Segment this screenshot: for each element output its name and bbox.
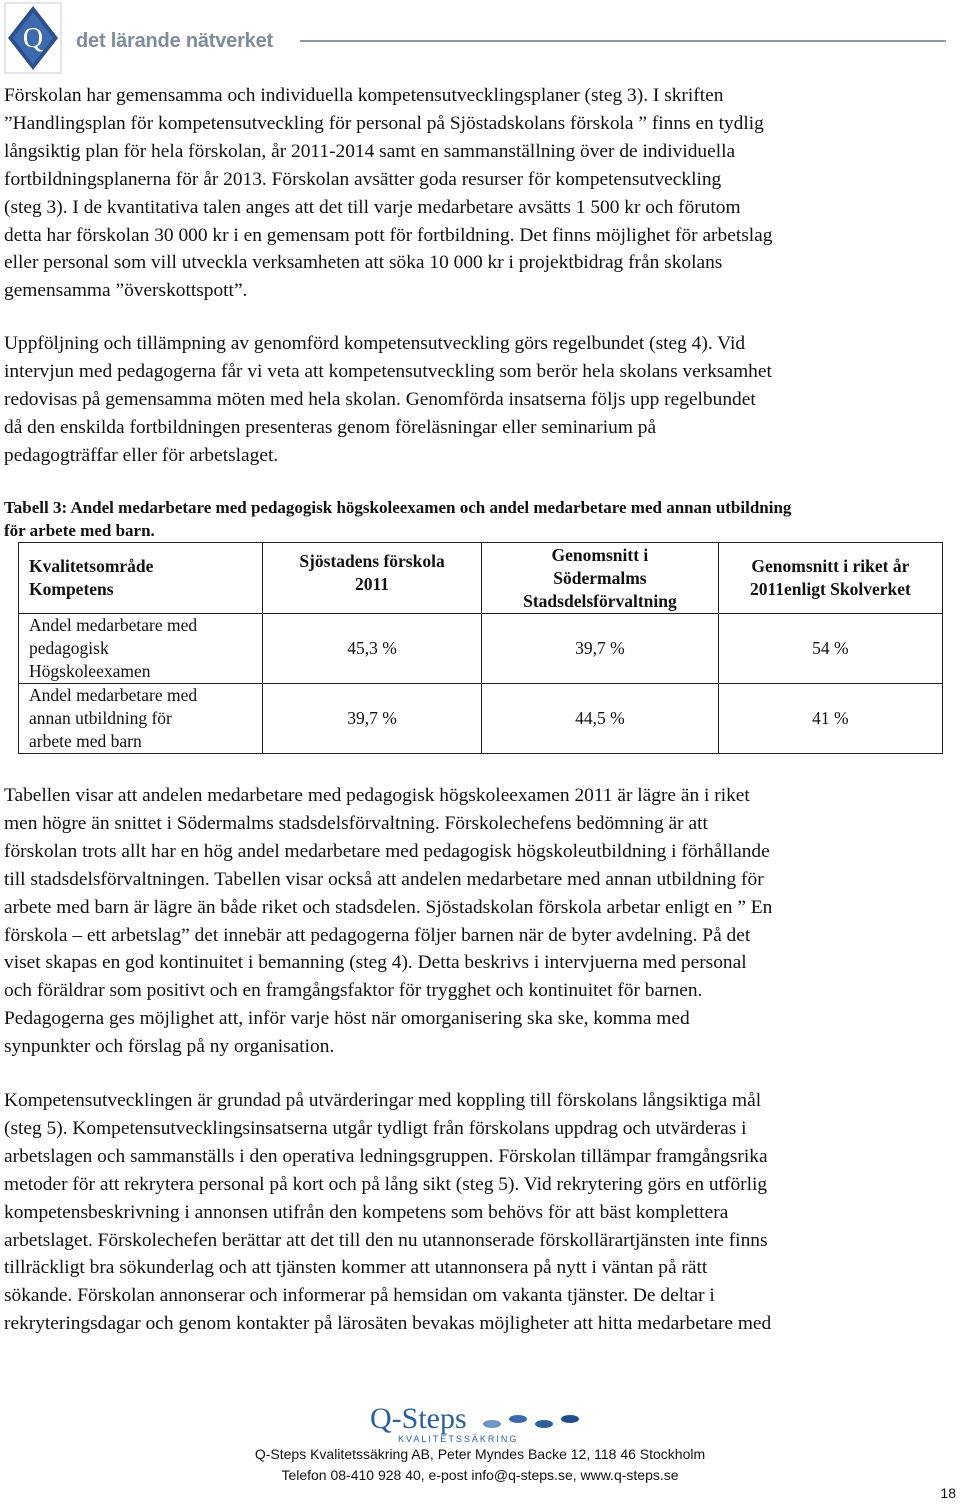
competence-table [18,542,943,754]
paragraph-4 [4,1087,956,1338]
table-caption [4,496,954,542]
text-line: och föräldrar som positivt och en framgångsfaktor för trygghet och kontinuitet för barnen. [4,980,703,1002]
text-line: detta har förskolan 30 000 kr i en gemensam pott för fortbildning. Det finns möjlighet för arbetslag [4,224,773,246]
text-line: fortbildningsplanerna för år 2013. Förskolan avsätter goda resurser för kompetensutveckling [4,168,722,190]
header-line: 2011 [354,574,390,594]
text-line: då den enskilda fortbildningen presenteras genom föreläsningar eller seminarium på [4,416,657,438]
header-line: Sjöstadens förskola [299,551,445,571]
value-cell: 41 % [718,684,942,754]
text-line: förskolan trots allt har en hög andel medarbetare med pedagogisk högskoleutbildning i förhållande [4,840,770,862]
q-logo-icon [4,2,62,74]
footprints-icon [480,1410,590,1434]
text-line: metoder för att rekrytera personal på kort och på lång sikt (steg 5). Vid rekrytering görs en utförlig [4,1173,768,1195]
text-line: Pedagogerna ges möjlighet att, inför varje höst när omorganisering ska ske, komma med [4,1008,690,1030]
text-line: arbete med barn är lägre än både riket och stadsdelen. Sjöstadskolan förskola arbetar enligt en ” En [4,896,773,918]
text-line: rekryteringsdagar och genom kontakter på lärosäten bevakas möjligheter att hitta medarbetare med [4,1313,772,1335]
paragraph-2 [4,330,956,470]
table-header-row [19,543,943,614]
header-line: Genomsnitt i riket år [751,556,910,576]
table-row [19,684,943,754]
paragraph-3 [4,782,956,1061]
header-cell [19,543,263,614]
caption-line: Tabell 3: Andel medarbetare med pedagogisk högskoleexamen och andel medarbetare med annan utbildning [4,498,792,517]
value-cell: 39,7 % [482,614,719,684]
text-line: långsiktig plan för hela förskolan, år 2011-2014 samt en sammanställning över de individuella [4,140,736,162]
header-line: Kvalitetsområde [29,556,154,576]
header-cell [262,543,481,614]
header-line: 2011enligt Skolverket [749,579,911,599]
footer-contact: Telefon 08-410 928 40, e-post info@q-steps.se, www.q-steps.se [281,1467,679,1483]
header-line: Kompetens [29,579,114,599]
text-line: arbetslaget. Förskolechefen berättar att det till den nu utannonserade förskollärartjänsten inte finns [4,1229,768,1251]
text-line: Tabellen visar att andelen medarbetare med pedagogisk högskoleexamen 2011 är lägre än i riket [4,785,750,806]
header-line: Stadsdelsförvaltning [523,590,677,611]
text-line: gemensamma ”överskottspott”. [4,280,248,302]
text-line: ”Handlingsplan för kompetensutveckling för personal på Sjöstadskolans förskola ” finns en tydlig [4,112,764,134]
text-line: pedagogträffar eller för arbetslaget. [4,444,279,466]
row-label-cell [19,614,263,684]
table-row [19,614,943,684]
q-steps-logo [370,1402,592,1448]
value-cell: 45,3 % [262,614,481,684]
value-cell: 39,7 % [262,684,481,754]
row-label-line: Andel medarbetare med [29,685,198,705]
text-line: intervjun med pedagogerna får vi veta att kompetensutveckling som berör hela skolans verksamhet [4,360,772,382]
footer-logo-main: Q-Steps [370,1402,467,1435]
row-label-line: Andel medarbetare med [29,615,198,635]
logo-text: det lärande nätverket [76,30,273,52]
row-label-line: arbete med barn [29,731,142,751]
paragraph-1 [4,82,956,305]
header-divider [300,40,946,42]
text-line: (steg 5). Kompetensutvecklingsinsatserna utgår tydligt från förskolans uppdrag och utvärderas i [4,1117,747,1139]
value-cell: 54 % [718,614,942,684]
text-line: förskola – ett arbetslag” det innebär att pedagogerna följer barnen när de byter avdelning. På det [4,924,751,946]
header-cell [482,543,719,614]
footer-logo-sub: KVALITETSSÄKRING [398,1434,519,1444]
header-cell [718,543,942,614]
text-line: (steg 3). I de kvantitativa talen anges att det till varje medarbetare avsätts 1 500 kr och förutom [4,196,741,218]
footer-address: Q-Steps Kvalitetssäkring AB, Peter Myndes Backe 12, 118 46 Stockholm [254,1446,706,1462]
page-number: 18 [940,1485,956,1501]
text-line: kompetensbeskrivning i annonsen utifrån den kompetens som behövs för att bäst komplettera [4,1201,729,1223]
page-header [0,0,960,80]
header-line: Genomsnitt i [551,544,649,565]
row-label-cell [19,684,263,754]
header-line: Södermalms [553,567,647,588]
text-line: Kompetensutvecklingen är grundad på utvärderingar med koppling till förskolans långsiktiga mål [4,1090,762,1111]
value-cell: 44,5 % [482,684,719,754]
text-line: Förskolan har gemensamma och individuella kompetensutvecklingsplaner (steg 3). I skriften [4,85,724,106]
caption-line: för arbete med barn. [4,521,155,540]
text-line: Uppföljning och tillämpning av genomförd kompetensutveckling görs regelbundet (steg 4). Vid [4,333,746,354]
row-label-line: annan utbildning för [29,708,172,728]
text-line: eller personal som vill utveckla verksamheten att söka 10 000 kr i projektbidrag från skolans [4,252,723,274]
text-line: men högre än snittet i Södermalms stadsdelsförvaltning. Förskolechefens bedömning är att [4,812,708,834]
row-label-line: pedagogisk [29,638,109,658]
text-line: till stadsdelsförvaltningen. Tabellen visar också att andelen medarbetare med annan utbildning för [4,868,764,890]
text-line: viset skapas en god kontinuitet i bemanning (steg 4). Detta beskrivs i intervjuerna med personal [4,952,747,974]
text-line: sökande. Förskolan annonserar och informerar på hemsidan om vakanta tjänster. De deltar i [4,1285,715,1307]
svg-text:Q: Q [22,23,44,54]
row-label-line: Högskoleexamen [29,661,151,681]
text-line: redovisas på gemensamma möten med hela skolan. Genomförda insatserna följs upp regelbundet [4,388,756,410]
text-line: synpunkter och förslag på ny organisation. [4,1036,335,1058]
text-line: tillräckligt bra sökunderlag och att tjänsten kommer att utannonsera på nytt i väntan på rätt [4,1257,708,1279]
text-line: arbetslagen och sammanställs i den operativa ledningsgruppen. Förskolan tillämpar framgångsrika [4,1145,768,1167]
